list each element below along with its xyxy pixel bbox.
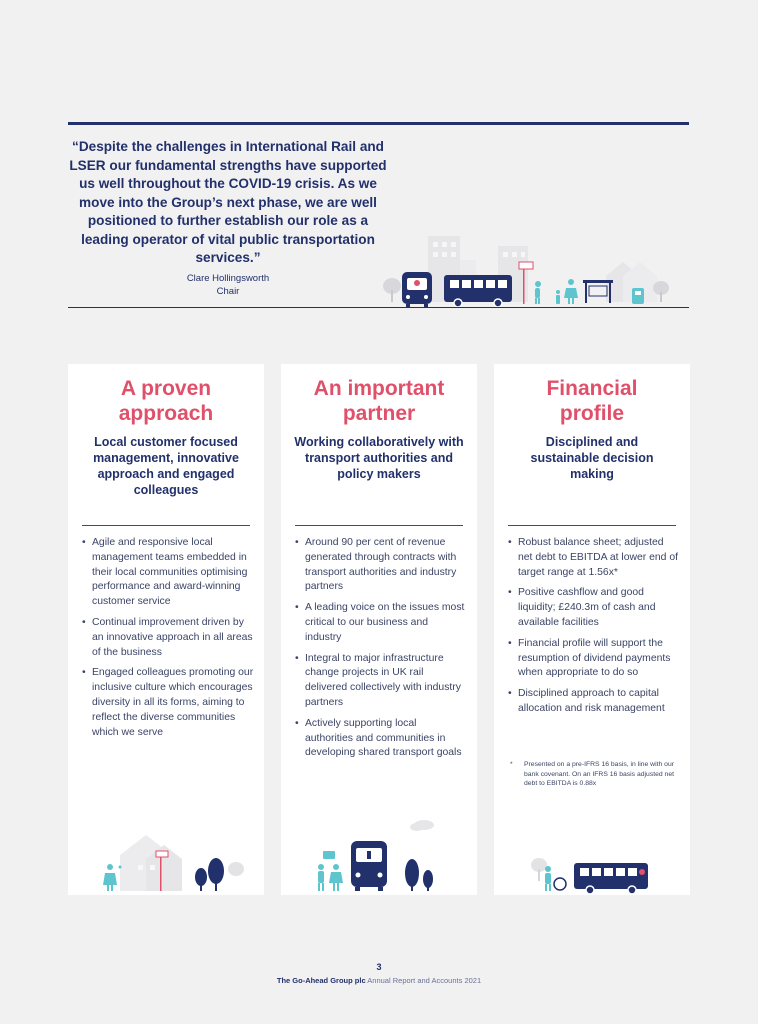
card-divider	[508, 525, 676, 526]
bullet-item: • Around 90 per cent of revenue generated through contracts with transport authorities and industry partners	[295, 536, 467, 595]
bullet-item: • Positive cashflow and good liquidity; £240.3m of cash and available facilities	[508, 586, 680, 630]
page-number: 3	[376, 962, 382, 972]
card-financial-profile	[494, 364, 690, 895]
card-subtitle: Working collaboratively with transport authorities and policy makers	[294, 435, 464, 481]
card-bullet-list	[82, 536, 254, 746]
bullet-item: • Continual improvement driven by an innovative approach in all areas of the business	[82, 616, 254, 660]
bullet-item: • Disciplined approach to capital allocation and risk management	[508, 687, 680, 717]
bullet-item: • Financial profile will support the resumption of dividend payments when appropriate to do so	[508, 637, 680, 681]
footnote	[508, 760, 680, 789]
train-partners-illustration	[281, 815, 477, 895]
card-subtitle: Disciplined and sustainable decision making	[530, 435, 654, 481]
bus-illustration	[494, 815, 690, 895]
bullet-item: • Robust balance sheet; adjusted net debt to EBITDA at lower end of target range at 1.56x*	[508, 536, 680, 580]
top-rule	[68, 122, 689, 125]
bullet-item: • Engaged colleagues promoting our inclusive culture which encourages diversity in all its forms, aiming to reflect the diverse communities which we serve	[82, 666, 254, 740]
card-bullet-list	[295, 536, 467, 767]
footnote-text: Presented on a pre-IFRS 16 basis, in line with our bank covenant. On an IFRS 16 basis adjusted net debt to EBITDA is 0.88x	[524, 761, 675, 787]
card-proven-approach	[68, 364, 264, 895]
card-bullet-list	[508, 536, 680, 723]
card-divider	[82, 525, 250, 526]
footer-report: Annual Report and Accounts 2021	[365, 976, 482, 985]
chair-quote: “Despite the challenges in International Rail and LSER our fundamental strengths have supported us well throughout the COVID-19 crisis. As we move into the Group’s next phase, we are well positioned to further establish our role as a leading operator of vital public transportation services.”	[69, 139, 387, 265]
card-subtitle: Local customer focused management, innovative approach and engaged colleagues	[93, 435, 239, 497]
card-title: Financial profile	[546, 377, 638, 425]
bullet-item: • Actively supporting local authorities and communities in developing shared transport goals	[295, 717, 467, 761]
footer-company: The Go-Ahead Group plc	[276, 976, 366, 985]
footer	[0, 976, 758, 985]
quote-author-role: Chair	[216, 286, 240, 297]
card-divider	[295, 525, 463, 526]
footnote-marker: *	[510, 761, 513, 768]
quote-author: Clare Hollingsworth	[186, 273, 270, 284]
community-illustration	[68, 815, 264, 895]
quote-attribution	[68, 272, 388, 298]
bullet-item: • Agile and responsive local management teams embedded in their local communities optimising performance and award-winning customer service	[82, 536, 254, 610]
card-title: An important partner	[313, 377, 445, 425]
card-title: A proven approach	[118, 377, 214, 425]
city-transport-illustration	[378, 228, 688, 308]
quote-bottom-rule	[68, 307, 689, 308]
bullet-item: • Integral to major infrastructure change projects in UK rail delivered collectively with industry partners	[295, 652, 467, 711]
card-important-partner	[281, 364, 477, 895]
bullet-item: • A leading voice on the issues most critical to our business and industry	[295, 601, 467, 645]
